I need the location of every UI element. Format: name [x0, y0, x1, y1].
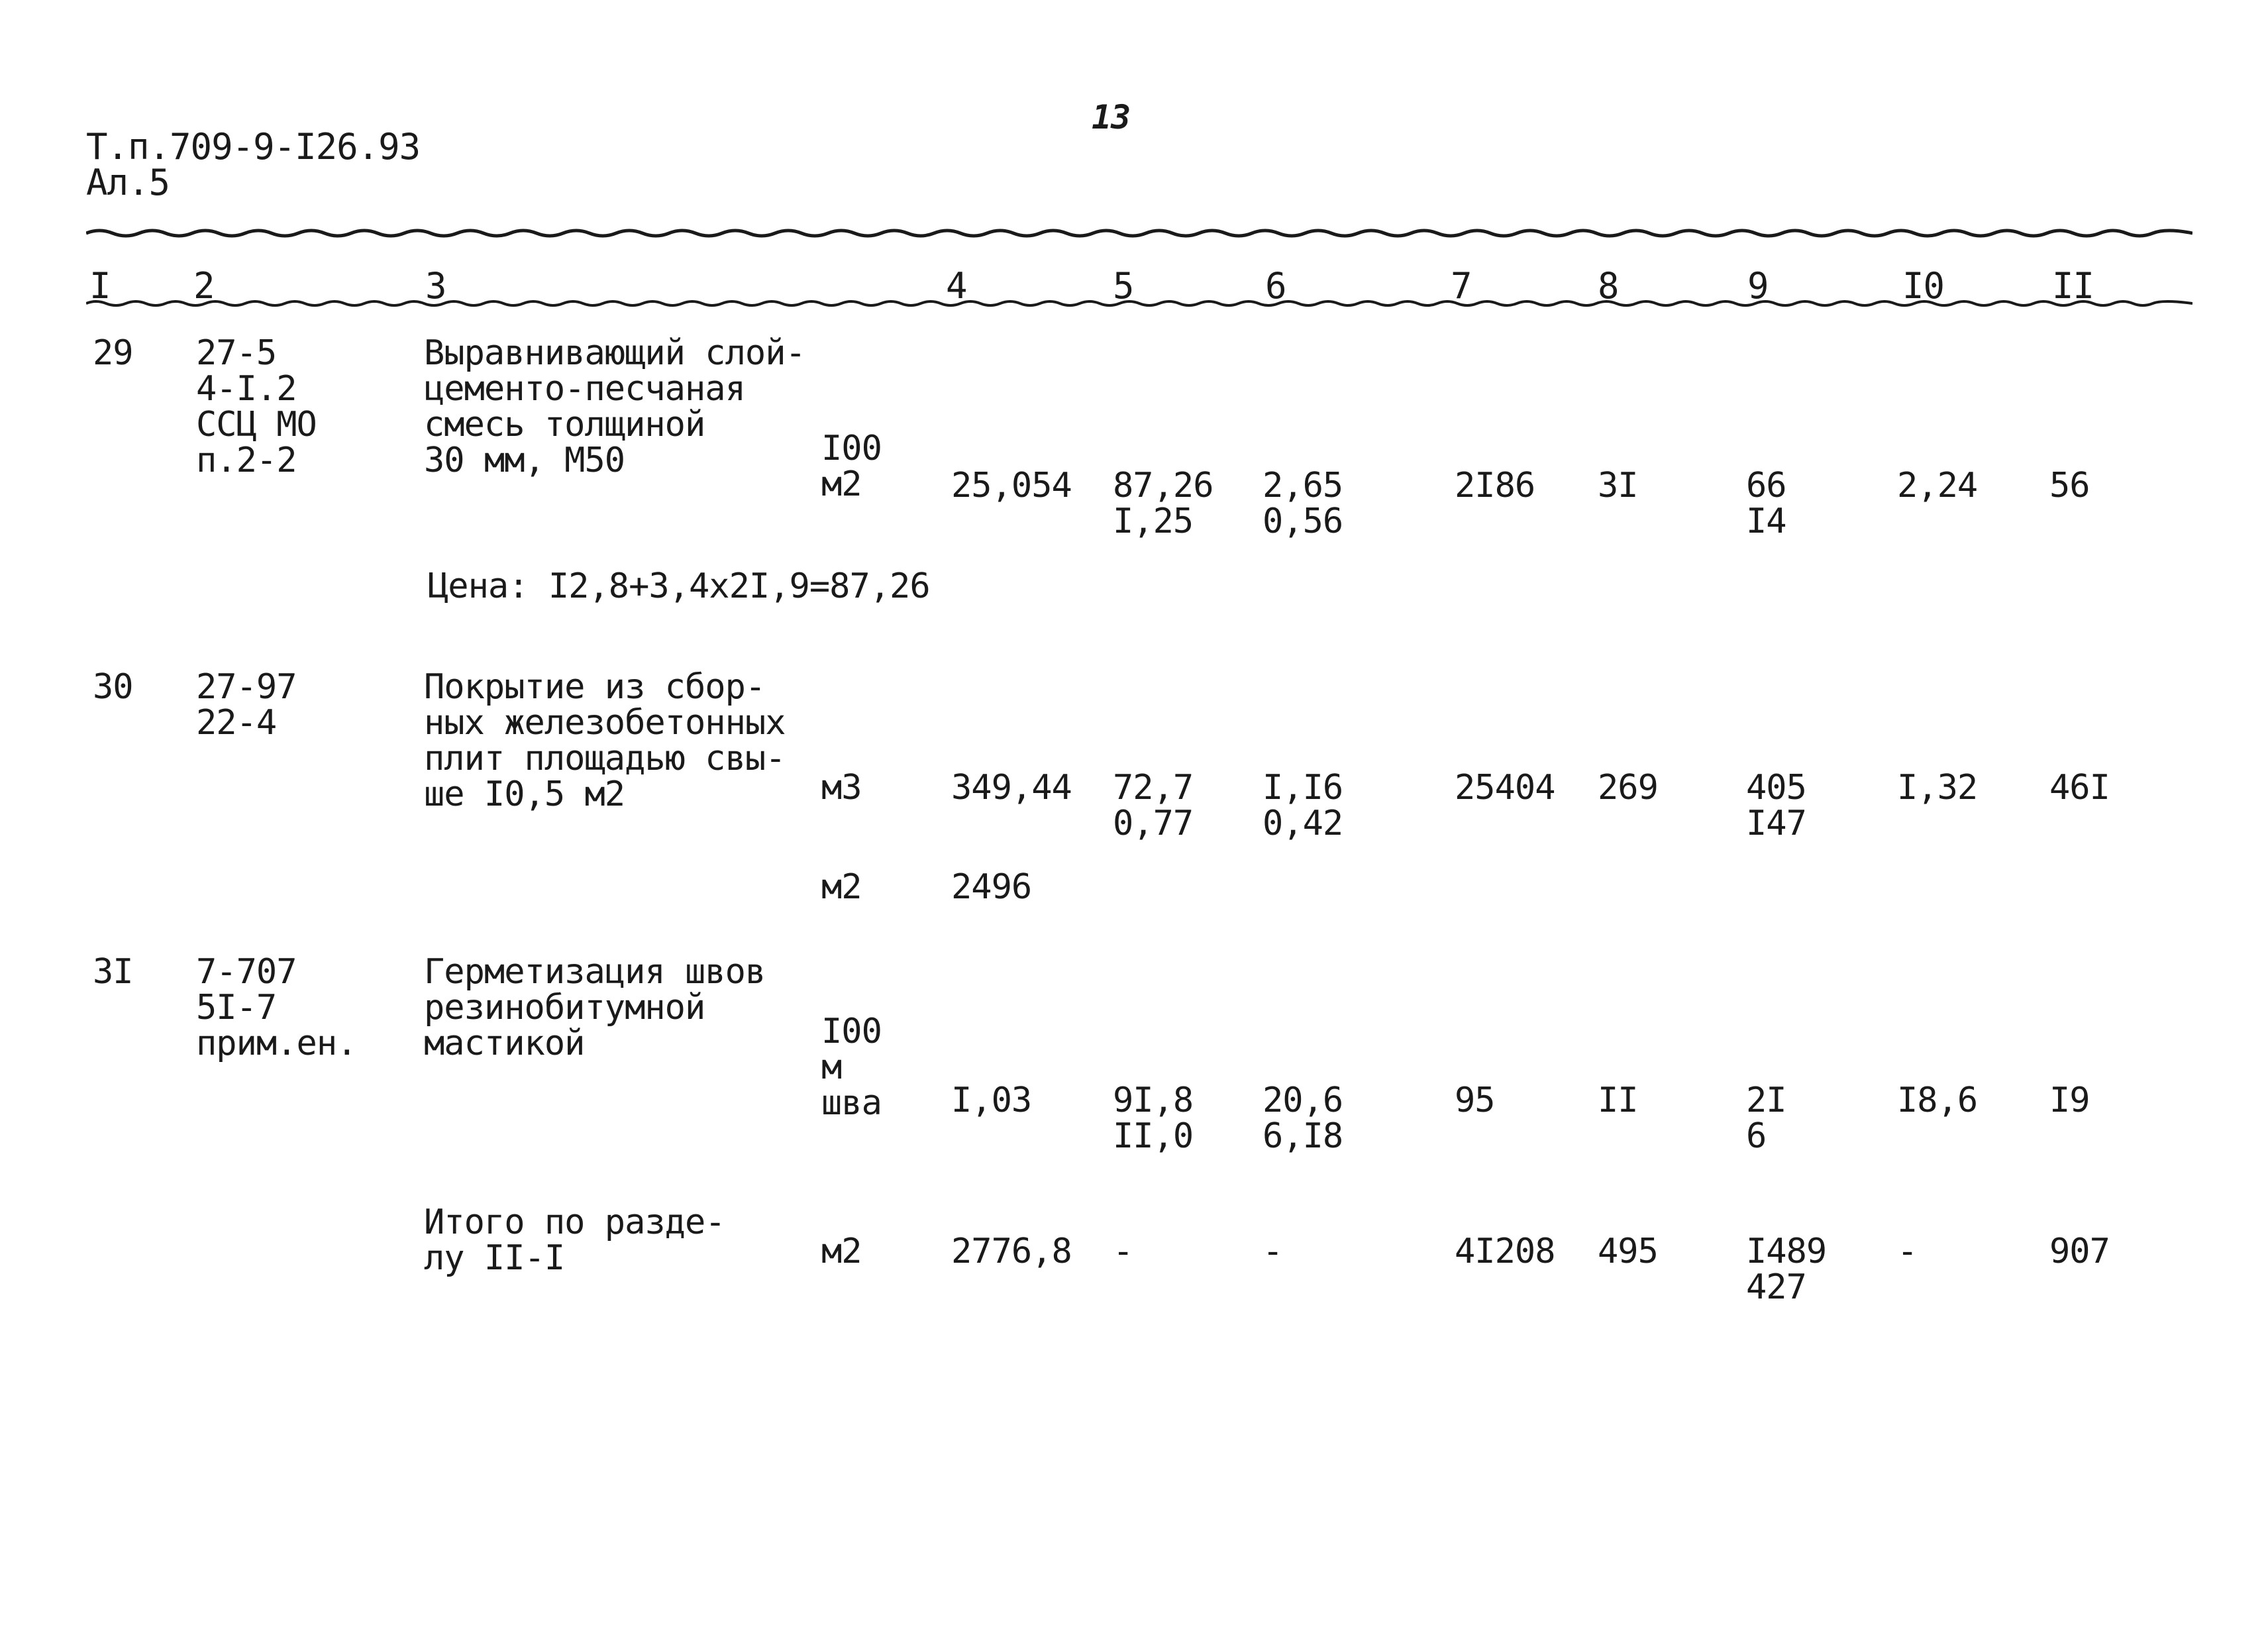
row-col11: I9: [2049, 1081, 2090, 1120]
row-unit: м3: [821, 768, 862, 808]
row-col6: 2,65 0,56: [1263, 466, 1343, 541]
row-quantity: 349,44: [951, 768, 1072, 808]
row-col5: -: [1113, 1232, 1133, 1271]
row-col10: I8,6: [1897, 1081, 1978, 1120]
row-col8: II: [1598, 1081, 1638, 1120]
row-code: 7-707 5I-7 прим.ен.: [196, 952, 357, 1063]
column-header-6: 6: [1265, 265, 1286, 307]
row-quantity: I,03: [951, 1081, 1032, 1120]
row-col6: I,I6 0,42: [1263, 768, 1343, 843]
row-unit: I00 м шва: [821, 1012, 882, 1123]
row-col9: I489 427: [1746, 1232, 1827, 1307]
row-col11: 46I: [2049, 768, 2110, 808]
row-number: 30: [93, 667, 133, 707]
row-col5: 9I,8 II,0: [1113, 1081, 1194, 1156]
album-number: Ал.5: [86, 162, 170, 203]
row-col10: I,32: [1897, 768, 1978, 808]
row-col8: 495: [1598, 1232, 1658, 1271]
row-col11: 56: [2049, 466, 2090, 505]
row-unit: I00 м2: [821, 429, 882, 504]
row-description: Покрытие из сбор- ных железобетонных плит площадью свы- ше I0,5 м2: [424, 667, 786, 814]
column-header-10: I0: [1902, 265, 1945, 307]
column-header-2: 2: [193, 265, 215, 307]
header-rule: [86, 297, 2192, 310]
row-quantity: 2776,8: [951, 1232, 1072, 1271]
row-number: 3I: [93, 952, 133, 992]
row-col8: 269: [1598, 768, 1658, 808]
column-header-7: 7: [1451, 265, 1472, 307]
row-quantity: 25,054: [951, 466, 1072, 505]
row-col8: 3I: [1598, 466, 1638, 505]
row-description: Герметизация швов резинобитумной мастикой: [424, 952, 766, 1063]
row-quantity-2: 2496: [951, 867, 1032, 907]
row-col6: 20,6 6,I8: [1263, 1081, 1343, 1156]
column-header-9: 9: [1747, 265, 1769, 307]
row-col11: 907: [2049, 1232, 2110, 1271]
row-col10: -: [1897, 1232, 1918, 1271]
row-description: Итого по разде- лу II-I: [424, 1202, 725, 1278]
row-col9: 405 I47: [1746, 768, 1806, 843]
column-header-8: 8: [1598, 265, 1619, 307]
row-col10: 2,24: [1897, 466, 1978, 505]
row-number: 29: [93, 333, 133, 373]
row-code: 27-5 4-I.2 ССЦ МО п.2-2: [196, 333, 317, 480]
row-col6: -: [1263, 1232, 1283, 1271]
top-rule: [86, 225, 2192, 241]
document-code: Т.п.709-9-I26.93: [86, 126, 421, 168]
row-col7: 95: [1455, 1081, 1495, 1120]
row-col7: 2I86: [1455, 466, 1535, 505]
column-header-4: 4: [946, 265, 967, 307]
row-unit: м2: [821, 1232, 862, 1271]
row-col7: 4I208: [1455, 1232, 1555, 1271]
row-col7: 25404: [1455, 768, 1555, 808]
row-code: 27-97 22-4: [196, 667, 297, 743]
price-note: Цена: I2,8+3,4х2I,9=87,26: [428, 566, 930, 606]
row-col9: 2I 6: [1746, 1081, 1786, 1156]
column-header-1: I: [89, 265, 111, 307]
column-header-11: II: [2052, 265, 2094, 307]
row-description: Выравнивающий слой- цементо-песчаная смесь толщиной 30 мм, М50: [424, 333, 805, 480]
row-col5: 72,7 0,77: [1113, 768, 1194, 843]
column-header-3: 3: [425, 265, 446, 307]
row-unit-2: м2: [821, 867, 862, 907]
column-header-5: 5: [1113, 265, 1134, 307]
row-col9: 66 I4: [1746, 466, 1786, 541]
page-number: 13: [1092, 98, 1131, 136]
row-col5: 87,26 I,25: [1113, 466, 1213, 541]
